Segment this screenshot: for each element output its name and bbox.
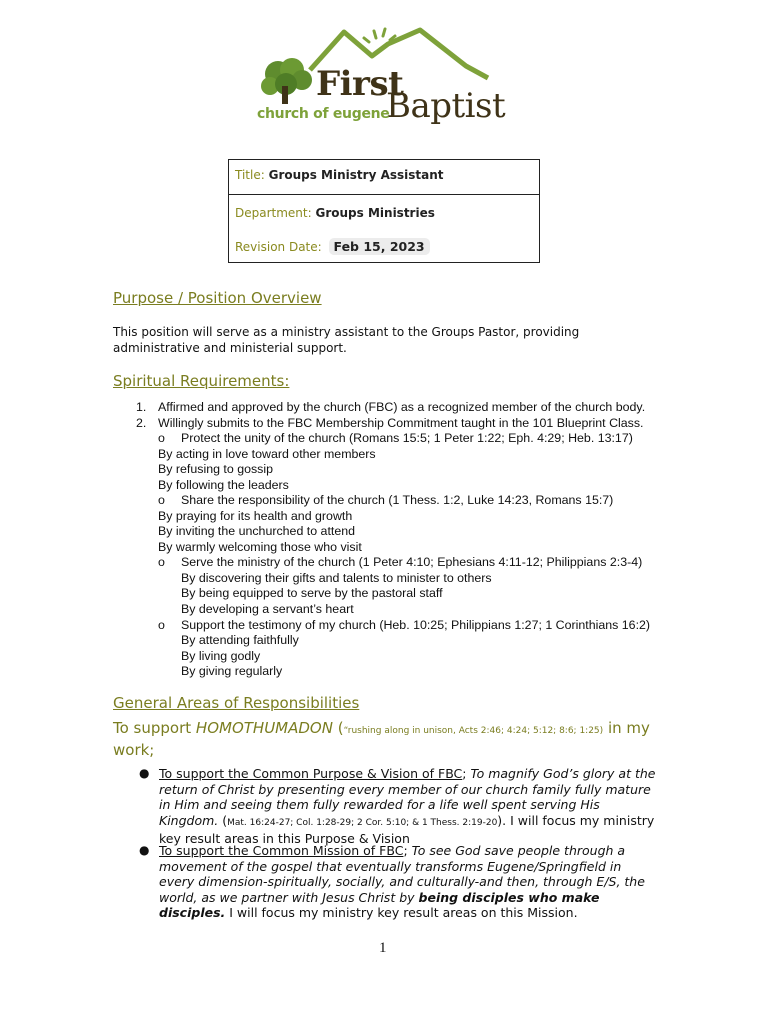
department-value: Groups Ministries	[315, 206, 435, 220]
bullet-colon: ;	[403, 843, 408, 858]
list-item: Support the testimony of my church (Heb. 10:25; Philippians 1:27; 1 Corinthians 16:2)	[181, 618, 651, 632]
bullet-paren-open: (	[218, 812, 228, 828]
responsibility-bullet-mission	[139, 843, 659, 921]
bullet-bold-italic: being disciples who make disciples.	[159, 889, 600, 920]
department-key: Department:	[235, 206, 312, 220]
list-item: Willingly submits to the FBC Membership Commitment taught in the 101 Blueprint Class.	[158, 416, 644, 430]
support-scripture: “rushing along in unison, Acts 2:46; 4:24; 5:12; 8:6; 1:25)	[343, 726, 604, 736]
purpose-heading: Purpose / Position Overview	[113, 289, 322, 307]
revision-row	[235, 238, 430, 255]
list-item: By attending faithfully	[181, 633, 299, 647]
bullet-underlined: To support the Common Mission of FBC	[159, 843, 404, 858]
list-item: By acting in love toward other members	[158, 447, 376, 461]
logo-baptist-text: Baptist	[386, 86, 506, 126]
tree-icon	[261, 58, 312, 104]
department-row	[235, 206, 435, 220]
list-item: Affirmed and approved by the church (FBC) as a recognized member of the church body.	[158, 400, 646, 414]
list-item: By giving regularly	[181, 664, 283, 678]
title-value: Groups Ministry Assistant	[268, 168, 444, 182]
page-number: 1	[379, 940, 387, 956]
list-marker: o	[158, 431, 165, 445]
list-item: By discovering their gifts and talents to minister to others	[181, 571, 492, 585]
bullet-tail: ). I will focus my ministry key result areas in this Purpose & Vision	[159, 812, 655, 846]
sun-rays-icon	[364, 29, 395, 42]
list-item: Share the responsibility of the church (1 Thess. 1:2, Luke 14:23, Romans 15:7)	[181, 493, 614, 507]
bullet-icon: ●	[139, 843, 150, 857]
list-item: By inviting the unchurched to attend	[158, 524, 356, 538]
list-item: By living godly	[181, 649, 261, 663]
list-item: By refusing to gossip	[158, 462, 274, 476]
support-statement	[113, 719, 653, 760]
list-item: Serve the ministry of the church (1 Peter 4:10; Ephesians 4:11-12; Philippians 2:3-4)	[181, 555, 643, 569]
list-item: By being equipped to serve by the pastoral staff	[181, 586, 443, 600]
bullet-tail: I will focus my ministry key result areas on this Mission.	[225, 905, 578, 920]
purpose-body: This position will serve as a ministry assistant to the Groups Pastor, providing administrative and ministerial support.	[113, 325, 580, 355]
support-pre: To support	[113, 719, 196, 737]
list-marker: o	[158, 493, 165, 507]
bullet-underlined: To support the Common Purpose & Vision of FBC	[159, 766, 463, 781]
list-item: By developing a servant’s heart	[181, 602, 354, 616]
general-heading: General Areas of Responsibilities	[113, 694, 360, 712]
list-marker: o	[158, 618, 165, 632]
title-key: Title:	[235, 168, 265, 182]
list-item: By warmly welcoming those who visit	[158, 540, 362, 554]
bullet-scripture: Mat. 16:24-27; Col. 1:28-29; 2 Cor. 5:10; & 1 Thess. 2:19-20	[227, 817, 498, 828]
responsibility-bullet-purpose	[139, 766, 659, 847]
list-item: By praying for its health and growth	[158, 509, 353, 523]
list-marker: o	[158, 555, 165, 569]
spiritual-heading: Spiritual Requirements:	[113, 372, 290, 390]
logo-church-text: church of eugene	[257, 106, 390, 122]
title-row	[235, 168, 444, 182]
bullet-italic: To see God save people through a movement of the gospel that eventually transforms Eugene/Springfield in every dimension-spiritually, socially, and culturally-and then, through E/S, the world, as we partner with Jesus Christ by	[159, 843, 645, 905]
support-post: in my work;	[113, 719, 650, 759]
support-word: HOMOTHUMADON	[195, 719, 333, 737]
list-item: By following the leaders	[158, 478, 289, 492]
bullet-italic: To magnify God’s glory at the return of Christ by presenting every member of our church family fully mature in Him and seeing them fully rewarded for a life well spent serving His Kingdom.	[159, 766, 656, 828]
info-divider	[229, 194, 539, 195]
list-marker: 2.	[136, 416, 147, 430]
list-marker: 1.	[136, 400, 147, 414]
bullet-colon: ;	[462, 766, 467, 781]
revision-date-chip[interactable]: Feb 15, 2023	[329, 238, 430, 255]
support-open: (	[332, 719, 344, 737]
job-info-box	[228, 159, 540, 263]
logo-first-text: First	[316, 64, 404, 104]
bullet-icon: ●	[139, 766, 150, 780]
revision-key: Revision Date:	[235, 240, 322, 254]
list-item: Protect the unity of the church (Romans 15:5; 1 Peter 1:22; Eph. 4:29; Heb. 13:17)	[181, 431, 633, 445]
